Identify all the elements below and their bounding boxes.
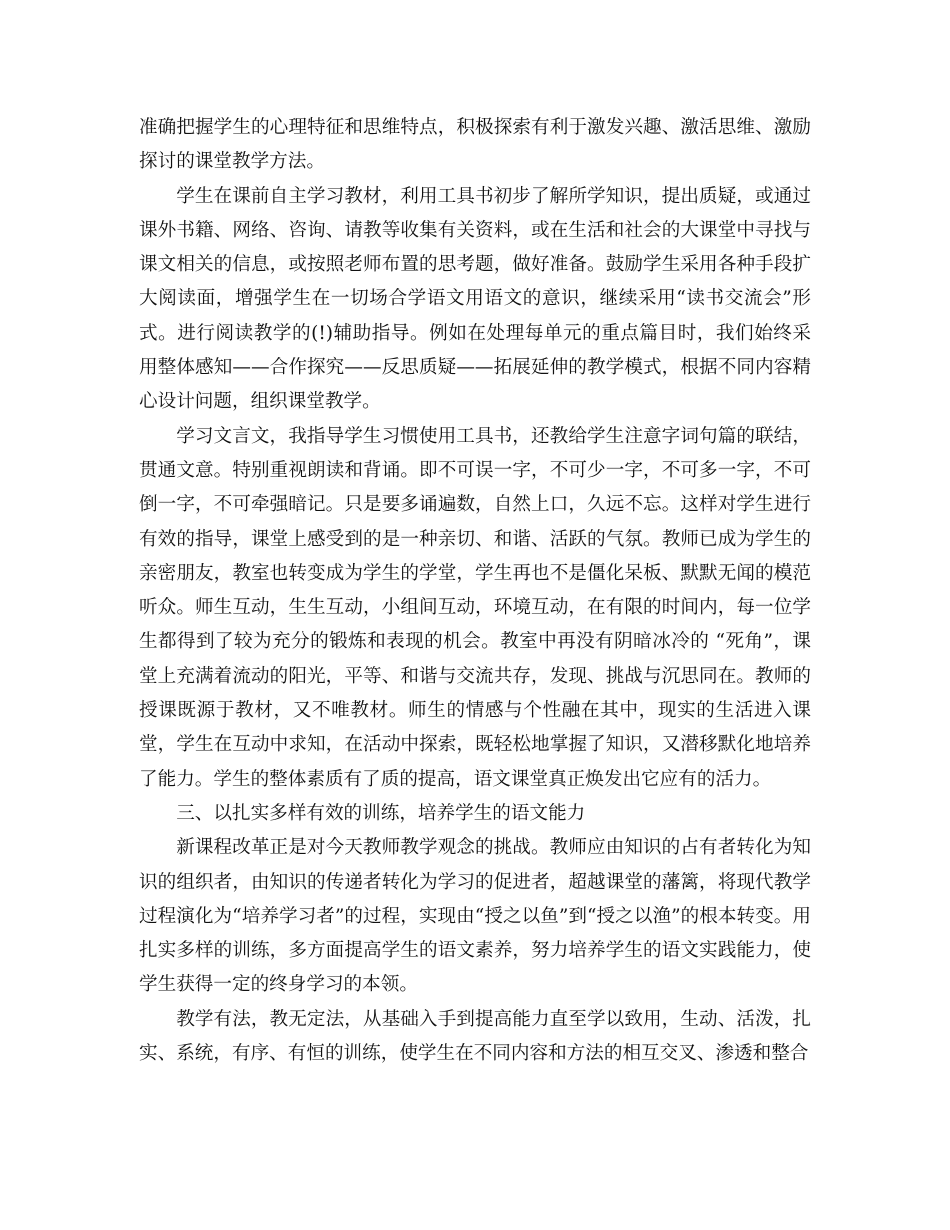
paragraph-3: 学习文言文，我指导学生习惯使用工具书，还教给学生注意字词句篇的联结，贯通文意。特别重视朗读和背诵。即不可误一字，不可少一字，不可多一字，不可倒一字，不可牵强暗记。只是要多诵遍数，自然上口，久远不忘。这样对学生进行有效的指导，课堂上感受到的是一种亲切、和谐、活跃的气氛。教师已成为学生的亲密朋友，教室也转变成为学生的学堂，学生再也不是僵化呆板、默默无闻的模范听众。师生互动，生生互动，小组间互动，环境互动，在有限的时间内，每一位学生都得到了较为充分的锻炼和表现的机会。教室中再没有阴暗冰冷的 “死角”，课堂上充满着流动的阳光，平等、和谐与交流共存，发现、挑战与沉思同在。教师的授课既源于教材，又不唯教材。师生的情感与个性融在其中，现实的生活进入课堂，学生在互动中求知，在活动中探索，既轻松地掌握了知识，又潜移默化地培养了能力。学生的整体素质有了质的提高，语文课堂真正焕发出它应有的活力。 xyxy=(139,425,811,790)
document-body xyxy=(139,111,811,1071)
paragraph-1: 准确把握学生的心理特征和思维特点，积极探索有利于激发兴趣、激活思维、激励探讨的课堂教学方法。 xyxy=(139,117,811,173)
paragraph-4: 新课程改革正是对今天教师教学观念的挑战。教师应由知识的占有者转化为知识的组织者，由知识的传递者转化为学习的促进者，超越课堂的藩篱，将现代教学过程演化为“培养学习者”的过程，实现由“授之以鱼”到“授之以渔”的根本转变。用扎实多样的训练，多方面提高学生的语文素养，努力培养学生的语文实践能力，使学生获得一定的终身学习的本领。 xyxy=(139,837,811,996)
paragraph-5: 教学有法，教无定法，从基础入手到提高能力直至学以致用，生动、活泼，扎实、系统，有序、有恒的训练，使学生在不同内容和方法的相互交叉、渗透和整合 xyxy=(139,1008,811,1065)
paragraph-2: 学生在课前自主学习教材，利用工具书初步了解所学知识，提出质疑，或通过课外书籍、网络、咨询、请教等收集有关资料，或在生活和社会的大课堂中寻找与课文相关的信息，或按照老师布置的思考题，做好准备。鼓励学生采用各种手段扩大阅读面，增强学生在一切场合学语文用语文的意识，继续采用“读书交流会”形式。进行阅读教学的(!)辅助指导。例如在处理每单元的重点篇目时，我们始终采用整体感知——合作探究——反思质疑——拓展延伸的教学模式，根据不同内容精心设计问题，组织课堂教学。 xyxy=(139,185,811,413)
section-heading: 三、以扎实多样有效的训练，培养学生的语文能力 xyxy=(176,802,586,824)
